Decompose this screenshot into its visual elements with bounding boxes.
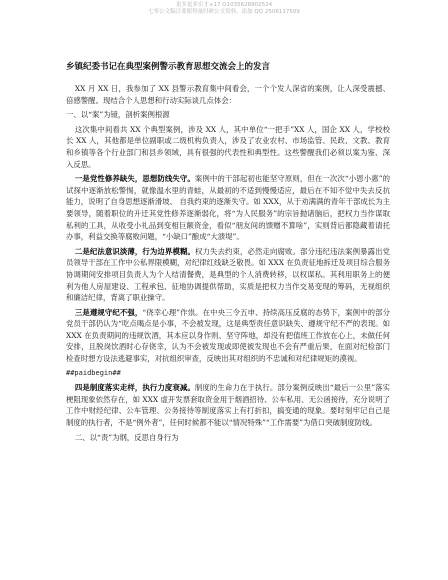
paragraph-3-bold: 纪法意识淡薄，行为边界模糊。	[89, 246, 195, 256]
paragraph-5-text: 制度的生命力在于执行。部分案例反映出“最后一公里”落实梗阻现象依然存在，如 XXX 虚开发票套取资金用于烟酒招待、公车私用、无公函接待，充分说明了工作中财经纪律、公车管理、公务接待等制度落实上有打折扣，搞变通的现象。要时刻牢记自己是制度的执行者，不是“例外者”，任何时候都不能以“情况特殊”“工作需要”为借口突破制度防线。	[66, 383, 390, 428]
paragraph-3-text: 权力失去约束，必然走向腐败。部分违纪违法案例暴露出党员领导干部在工作中公私界限模糊，对纪律红线缺乏敬畏。如 XXX 在负责征地拆迁及项目综合服务协调期间安排项目负责人为个人结清餐费，是典型的个人消费转移，以权谋私。其利用职务上的便利为他人房屋建设、工程承包、征地协调提供帮助，实质是把权力当作交易变现的筹码，无视组织和廉洁纪律，背离了职业操守。	[66, 246, 390, 303]
paragraph-3-lead: 二是	[74, 246, 90, 256]
paid-marker: ##paidbegin##	[66, 368, 121, 377]
paragraph-4	[66, 307, 390, 365]
document-title: 乡镇纪委书记在典型案例警示教育思想交流会上的发言	[66, 62, 271, 72]
document-body	[66, 83, 390, 446]
paragraph-5-bold: 制度落实走样，执行力度衰减。	[89, 383, 195, 393]
section-2-heading: 二、以“责”为纲，反思自身行为	[74, 432, 179, 442]
paragraph-5-lead: 四是	[74, 383, 90, 393]
header-line-2: 七零公文稿目要眼得量时研公文资料，添加 QQ 2506117509	[148, 9, 300, 15]
paragraph-4-lead: 三是	[74, 307, 90, 317]
intro-paragraph: XX 月 XX 日，我参加了 XX 县警示教育集中间看会，一个个发人深省的案例，让人深受震撼、倍感警醒。现结合个人思想和行动实际谈几点体会：	[66, 84, 390, 105]
section-1-heading: 一、以“案”为镜，剖析案例根源	[66, 110, 170, 120]
header-line-1: 更多更多实才+17 Q1035628902524	[175, 2, 273, 8]
paragraph-2-bold: 党性修养缺失，思想防线失守。	[89, 174, 195, 184]
paragraph-4-text: “侥幸心理”作祟。在中央三令五申、持续高压反腐的态势下，案例中的部分党员干部仍认为“吃点喝点是小事，不会被发现，这是典型责任意识缺失、遵规守纪不严的表现。如 XXX 在负责期间的违规饮酒，其本应以身作则、坚守阵地，却没有把值班工作放在心上，未做任何安排，且脱岗饮酒时心存侥幸，认为不会被发现或即使被发现也不会有严重后果，在面对纪检部门检查时想方设法逃避事实，对抗组织审查，反映出其对组织的不忠诚和对纪律规矩的漠视。	[66, 307, 390, 364]
page-header	[0, 2, 448, 16]
paragraph-2-lead: 一是	[74, 174, 90, 184]
paragraph-3	[66, 246, 390, 304]
paragraph-1: 这次集中间看共 XX 个典型案例，涉及 XX 人，其中单位“一把手”XX 人，国企 XX 人，学校校长 XX 人，其他都是单位副职或二级机构负责人，涉及了农业农村、市场监管、民政、文教、教育和乡镇等各个行业部门和县乡领域，具有很强的代表性和典型性。这些警醒我们必须以案为鉴、深入反思。	[66, 124, 390, 169]
paragraph-5	[66, 382, 390, 428]
paragraph-2-text: 案例中的干部起初也能坚守原则，但在一次次“小恩小惠”的试探中逐渐放松警惕，就像温水里的青蛙，从最初的不适到慢慢适应，最后在不知不觉中失去反抗能力，说明了自身思想逐渐滑坡、 自我约束的逐渐失守。如 XXX，从于劝满满的青年干部成长为主要领导，随着职位的升迁其党性修养逐渐弱化，将“为人民服务”的宗旨抛诸脑后，把权力当作谋取私利的工具，从收受小礼品到变相巨额资金，看似“朋友间的馈赠不算啥”，实则背后都隐藏着请托办事，利益交换等腐败问题，“小缺口”酿成“大溃堤”。	[66, 174, 390, 242]
paragraph-2	[66, 173, 390, 243]
paragraph-4-bold: 遵规守纪不强，	[89, 307, 143, 317]
